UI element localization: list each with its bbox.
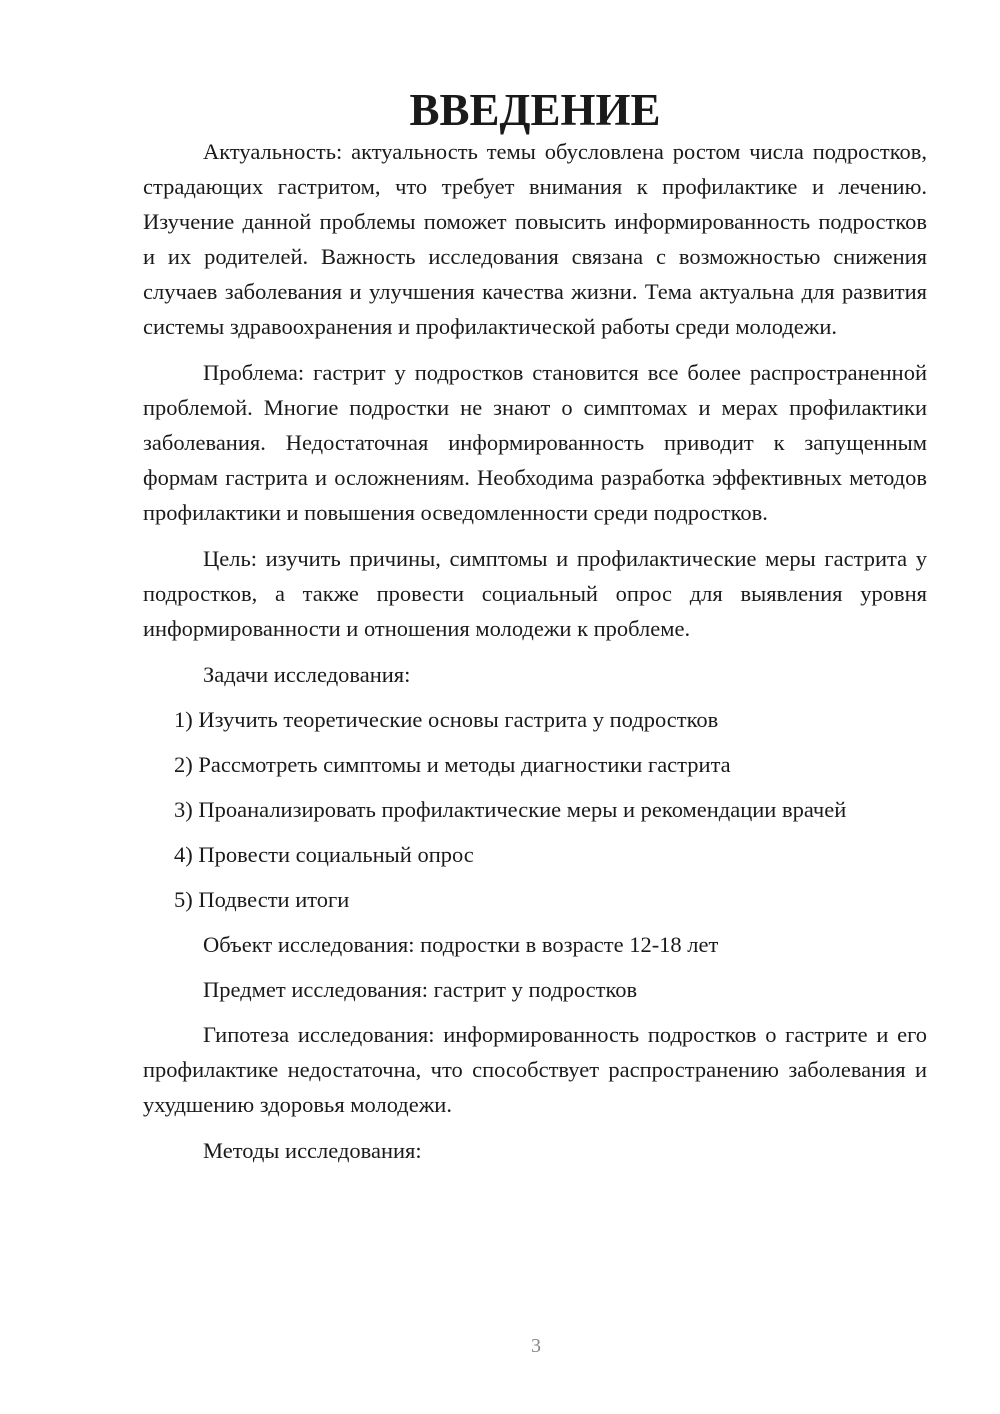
list-item: 5) Подвести итоги (174, 887, 350, 912)
list-item: 2) Рассмотреть симптомы и методы диагностики гастрита (174, 752, 731, 777)
tasks-list (143, 702, 927, 917)
page-content (143, 85, 927, 1178)
object-paragraph: Объект исследования: подростки в возрасте 12-18 лет (203, 932, 719, 957)
list-item: 1) Изучить теоретические основы гастрита у подростков (174, 707, 719, 732)
subject-paragraph: Предмет исследования: гастрит у подростков (203, 977, 638, 1002)
list-item: 4) Провести социальный опрос (174, 842, 474, 867)
goal-paragraph: Цель: изучить причины, симптомы и профилактические меры гастрита у подростков, а также провести социальный опрос для выявления уровня информированности и отношения молодежи к проблеме. (143, 546, 927, 641)
methods-heading: Методы исследования: (203, 1138, 422, 1163)
problem-paragraph: Проблема: гастрит у подростков становится все более распространенной проблемой. Многие подростки не знают о симптомах и мерах профилактики заболевания. Недостаточная информированность приводит к запущенным формам гастрита и осложнениям. Необходима разработка эффективных методов профилактики и повышения осведомленности среди подростков. (143, 360, 927, 525)
hypothesis-paragraph: Гипотеза исследования: информированность подростков о гастрите и его профилактике недостаточна, что способствует распространению заболевания и ухудшению здоровья молодежи. (143, 1022, 927, 1117)
tasks-heading: Задачи исследования: (203, 662, 411, 687)
relevance-paragraph: Актуальность: актуальность темы обусловлена ростом числа подростков, страдающих гастритом, что требует внимания к профилактике и лечению. Изучение данной проблемы поможет повысить информированность подростков и их родителей. Важность исследования связана с возможностью снижения случаев заболевания и улучшения качества жизни. Тема актуальна для развития системы здравоохранения и профилактической работы среди молодежи. (143, 139, 927, 339)
section-title: ВВЕДЕНИЕ (409, 85, 661, 135)
list-item: 3) Проанализировать профилактические меры и рекомендации врачей (174, 797, 847, 822)
page-number: 3 (531, 1335, 541, 1357)
